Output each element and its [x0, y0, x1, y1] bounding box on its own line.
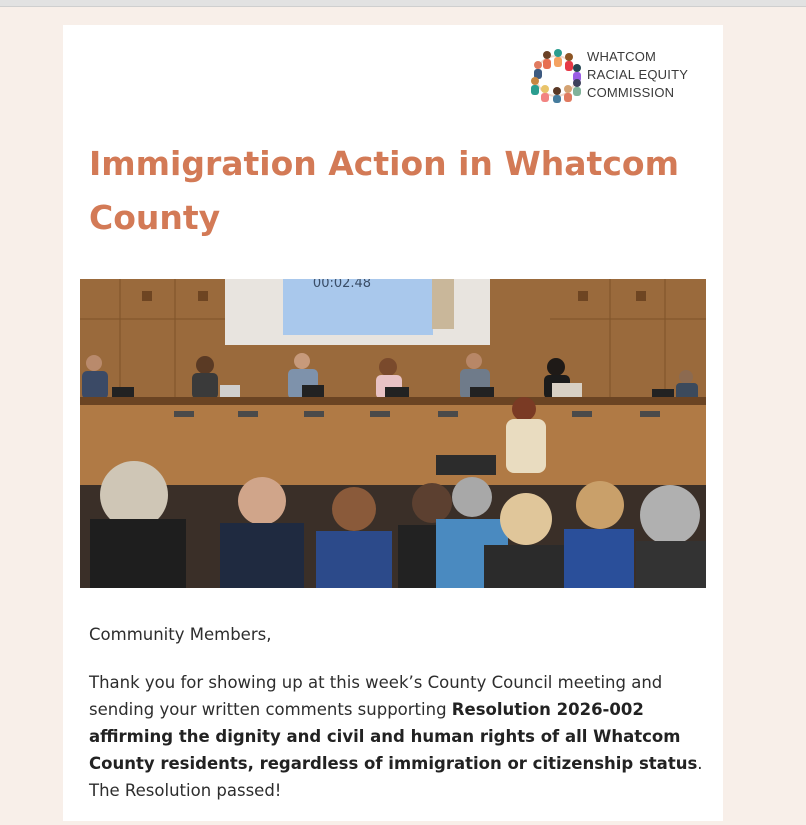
commission-logo[interactable]: [527, 47, 697, 103]
logo-line-1: WHATCOM: [587, 49, 657, 64]
logo-text: [587, 48, 688, 102]
intro-paragraph: [89, 669, 703, 804]
intro-text: Thank you for showing up at this week’s County Council meeting and sending your written comments supporting: [89, 673, 663, 719]
council-meeting-photo: [80, 279, 706, 588]
resolution-text: Resolution 2026-002 affirming the dignity and civil and human rights of all Whatcom County residents, regardless of immigration or citizenship status: [89, 700, 698, 773]
email-body: [89, 621, 703, 825]
greeting: Community Members,: [89, 625, 272, 644]
people-circle-logo-icon: [527, 47, 585, 103]
timer-text: 00:02.48: [312, 279, 372, 291]
logo-line-2: RACIAL EQUITY: [587, 67, 689, 82]
intro-end-text: . The Resolution passed!: [89, 754, 703, 800]
email-card: [63, 25, 723, 821]
browser-top-bar: [0, 0, 806, 7]
logo-line-3: COMMISSION: [587, 85, 675, 100]
page-title: Immigration Action in Whatcom County: [89, 144, 679, 237]
